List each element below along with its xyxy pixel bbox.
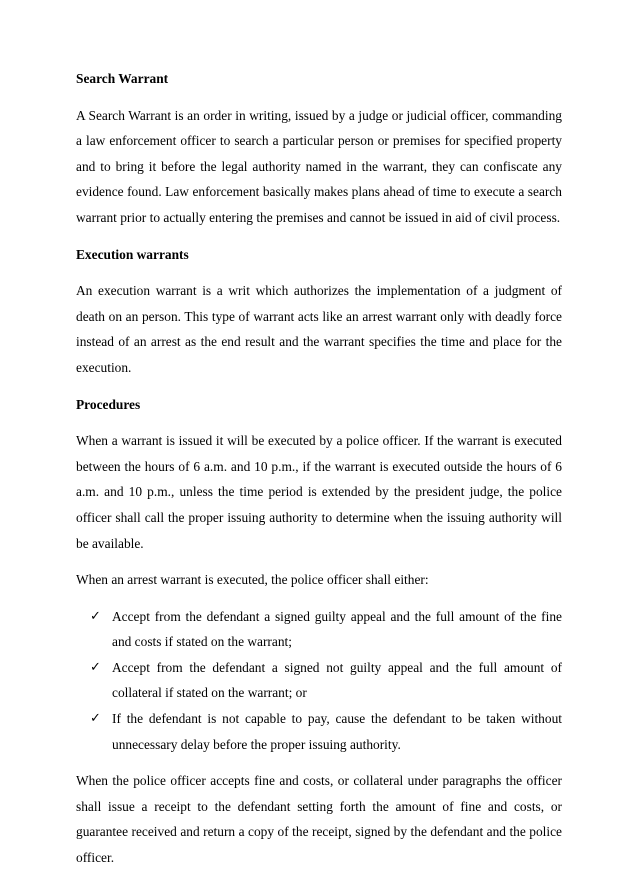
list-item [76, 655, 562, 706]
execution-warrants-heading: Execution warrants [76, 246, 189, 262]
search-warrant-heading: Search Warrant [76, 71, 169, 86]
procedures-paragraph-1: When a warrant is issued it will be executed by a police officer. If the warrant is executed between the hours of 6 a.m. and 10 p.m., if the warrant is executed outside the hours of 6 a.m. and 10 p.m., unless the time period is extended by the president judge, the police officer shall call the proper issuing authority to determine when the issuing authority will be available. [76, 433, 562, 551]
procedures-paragraph-2: When an arrest warrant is executed, the police officer shall either: [76, 572, 429, 588]
list-item [76, 706, 562, 757]
list-item-text: Accept from the defendant a signed not guilty appeal and the full amount of collateral if stated on the warrant; or [112, 659, 562, 701]
checkmark-icon: ✓ [90, 608, 101, 624]
execution-warrants-paragraph: An execution warrant is a writ which authorizes the implementation of a judgment of death on an person. This type of warrant acts like an arrest warrant only with deadly force instead of an arrest as the end result and the warrant specifies the time and place for the execution. [76, 283, 562, 375]
search-warrant-paragraph: A Search Warrant is an order in writing, issued by a judge or judicial officer, commanding a law enforcement officer to search a particular person or premises for specified property and to bring it before the legal authority named in the warrant, they can confiscate any evidence found. Law enforcement basically makes plans ahead of time to execute a search warrant prior to actually entering the premises and cannot be issued in aid of civil process. [76, 107, 562, 225]
list-item [76, 604, 562, 655]
officer-options-list [76, 604, 562, 758]
document-page [76, 66, 562, 882]
checkmark-icon: ✓ [90, 711, 101, 727]
procedures-paragraph-3: When the police officer accepts fine and costs, or collateral under paragraphs the officer shall issue a receipt to the defendant setting forth the amount of fine and costs, or guarantee received and return a copy of the receipt, signed by the defendant and the police officer. [76, 773, 562, 866]
list-item-text: Accept from the defendant a signed guilty appeal and the full amount of the fine and costs if stated on the warrant; [112, 608, 562, 650]
procedures-heading: Procedures [76, 396, 141, 412]
checkmark-icon: ✓ [90, 659, 101, 675]
list-item-text: If the defendant is not capable to pay, cause the defendant to be taken without unnecessary delay before the proper issuing authority. [112, 711, 562, 752]
